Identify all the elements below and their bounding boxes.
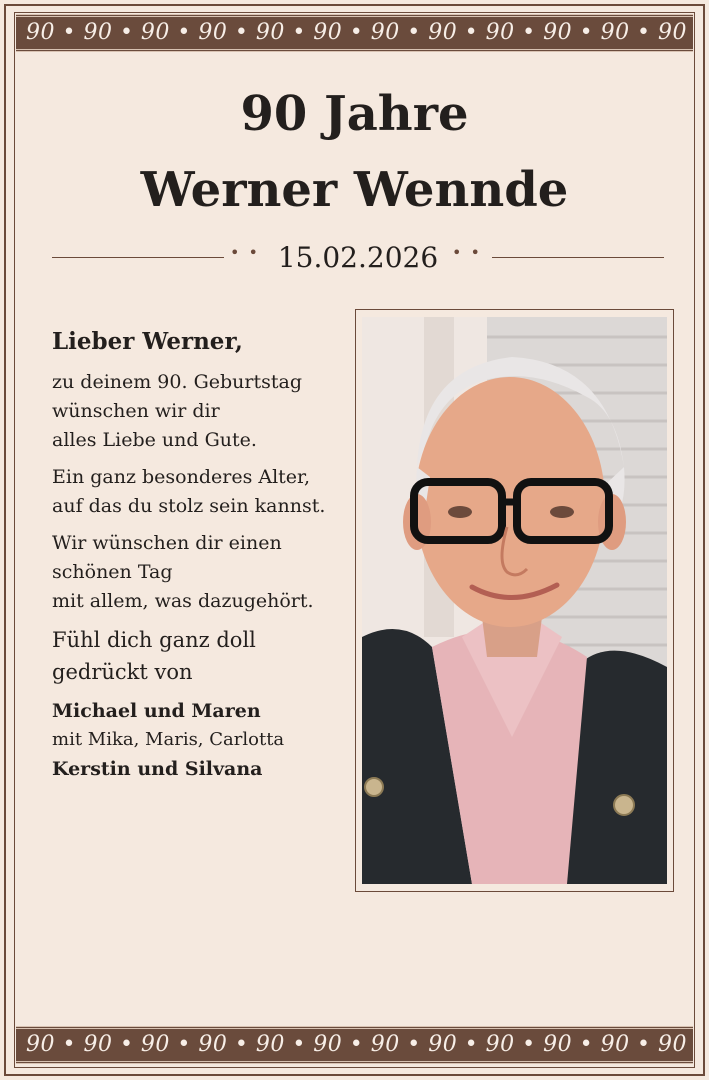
wish-line: zu deinem 90. Geburtstag: [52, 371, 302, 393]
day-line: schönen Tag: [52, 561, 173, 583]
portrait-illustration: [362, 317, 667, 884]
closing-line: gedrückt von: [52, 660, 193, 684]
age-line: Ein ganz besonderes Alter,: [52, 466, 311, 488]
greeting: Lieber Werner,: [52, 328, 243, 355]
date-row: [52, 240, 664, 276]
portrait-photo: [362, 317, 667, 884]
bottom-band-text: 90 • 90 • 90 • 90 • 90 • 90 • 90 • 90 • 90 • 90 • 90 • 90: [26, 1032, 688, 1057]
sender-children: mit Mika, Maris, Carlotta: [52, 729, 285, 750]
message-block: [52, 326, 352, 784]
age-line: auf das du stolz sein kannst.: [52, 495, 326, 517]
wish-line: wünschen wir dir: [52, 400, 220, 422]
date-divider-left: [52, 257, 224, 258]
sender-primary: Michael und Maren: [52, 700, 261, 722]
sender-secondary: Kerstin und Silvana: [52, 758, 263, 780]
date-ornament-left: • •: [230, 243, 260, 262]
top-ornament-band: [16, 14, 693, 52]
top-band-text: 90 • 90 • 90 • 90 • 90 • 90 • 90 • 90 • 90 • 90 • 90 • 90: [26, 20, 688, 45]
closing-line: Fühl dich ganz doll: [52, 628, 256, 652]
wish-paragraph: [52, 368, 352, 455]
age-paragraph: [52, 463, 352, 521]
bottom-ornament-band: [16, 1026, 693, 1064]
date-ornament-right: • •: [452, 243, 482, 262]
birthday-date: 15.02.2026: [277, 241, 439, 274]
title-name: Werner Wennde: [140, 162, 569, 218]
title-age: 90 Jahre: [240, 86, 469, 142]
day-line: Wir wünschen dir einen: [52, 532, 282, 554]
day-paragraph: [52, 529, 352, 616]
closing-paragraph: [52, 624, 352, 688]
date-divider-right: [492, 257, 664, 258]
wish-line: alles Liebe und Gute.: [52, 429, 257, 451]
day-line: mit allem, was dazugehört.: [52, 590, 314, 612]
